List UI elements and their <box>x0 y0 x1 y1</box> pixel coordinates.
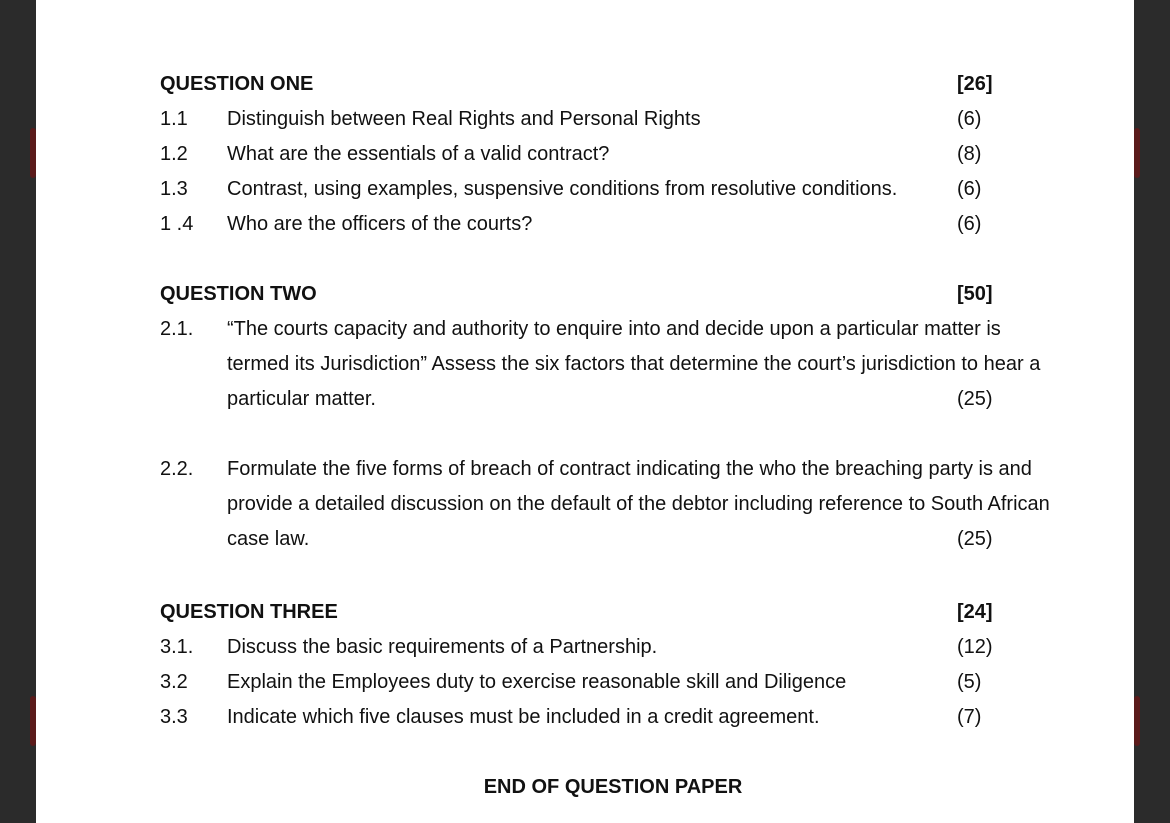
paragraph-line: particular matter. <box>227 388 376 410</box>
item-text: Explain the Employees duty to exercise reasonable skill and Diligence <box>227 671 847 693</box>
item-marks: (12) <box>957 636 993 658</box>
question-one-title: QUESTION ONE <box>160 73 314 95</box>
item-number: 3.1. <box>160 636 194 658</box>
question-one-heading <box>160 72 994 96</box>
right-edge-tab-top[interactable] <box>1134 128 1140 178</box>
paragraph-line: termed its Jurisdiction” Assess the six factors that determine the court’s jurisdiction to hear a <box>227 353 1041 375</box>
item-number: 1.3 <box>160 178 188 200</box>
item-marks: (6) <box>957 213 982 235</box>
item-marks: (25) <box>957 528 993 550</box>
item-text: Contrast, using examples, suspensive conditions from resolutive conditions. <box>227 178 898 200</box>
item-text: What are the essentials of a valid contract? <box>227 143 610 165</box>
item-marks: (8) <box>957 143 982 165</box>
item-number: 2.1. <box>160 318 194 340</box>
item-text: Distinguish between Real Rights and Personal Rights <box>227 108 701 130</box>
question-two-heading <box>160 282 994 306</box>
item-number: 1 .4 <box>160 213 194 235</box>
question-three-title: QUESTION THREE <box>160 601 338 623</box>
item-number: 1.1 <box>160 108 188 130</box>
item-number: 3.2 <box>160 671 188 693</box>
item-marks: (7) <box>957 706 982 728</box>
end-of-paper-note: END OF QUESTION PAPER <box>483 776 743 798</box>
item-number: 3.3 <box>160 706 188 728</box>
item-marks: (5) <box>957 671 982 693</box>
item-marks: (25) <box>957 388 993 410</box>
item-text: Indicate which five clauses must be included in a credit agreement. <box>227 706 820 728</box>
question-three-heading <box>160 600 994 624</box>
item-number: 2.2. <box>160 458 194 480</box>
question-two-title: QUESTION TWO <box>160 283 317 305</box>
item-number: 1.2 <box>160 143 188 165</box>
question-one-total: [26] <box>957 73 993 95</box>
right-edge-tab-bottom[interactable] <box>1134 696 1140 746</box>
paragraph-line: provide a detailed discussion on the default of the debtor including reference to South African <box>227 493 1050 515</box>
item-text: Who are the officers of the courts? <box>227 213 533 235</box>
paragraph-line: case law. <box>227 528 310 550</box>
question-two-total: [50] <box>957 283 993 305</box>
item-marks: (6) <box>957 178 982 200</box>
item-marks: (6) <box>957 108 982 130</box>
paragraph-line: Formulate the five forms of breach of contract indicating the who the breaching party is and <box>227 458 1032 480</box>
item-text: Discuss the basic requirements of a Partnership. <box>227 636 658 658</box>
paragraph-line: “The courts capacity and authority to enquire into and decide upon a particular matter is <box>227 318 1001 340</box>
question-three-total: [24] <box>957 601 993 623</box>
document-page <box>36 0 1134 823</box>
